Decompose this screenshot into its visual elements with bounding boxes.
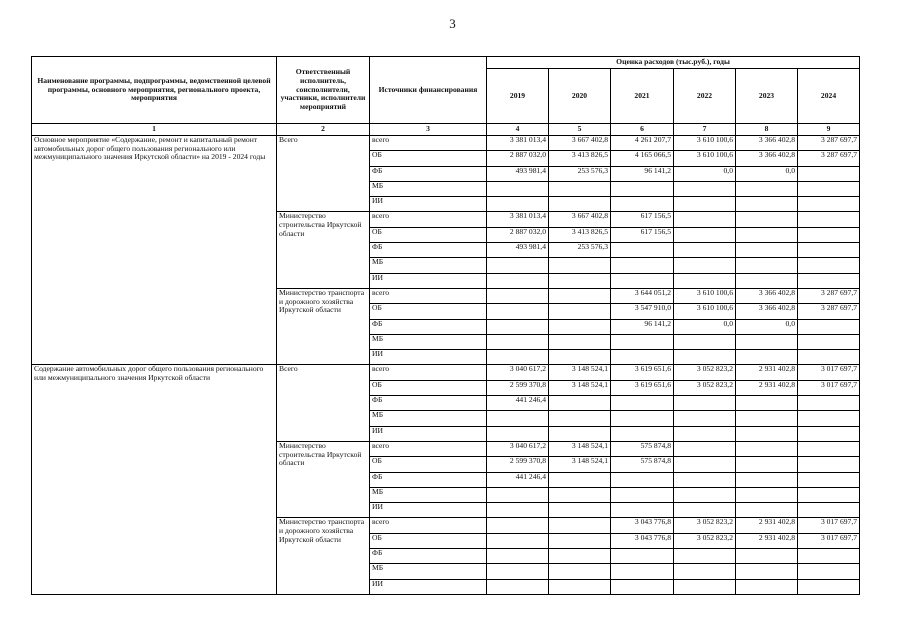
amount-cell-2020 — [549, 258, 611, 273]
amount-cell-2020: 3 413 826,5 — [549, 151, 611, 166]
amount-cell-2020 — [549, 487, 611, 502]
amount-cell-2020: 3 148 524,1 — [549, 365, 611, 380]
amount-cell-2021 — [611, 487, 674, 502]
amount-cell-2023 — [736, 457, 798, 472]
responsible-executor: Министерство строительства Иркутской области — [277, 212, 370, 288]
amount-cell-2019: 2 887 032,0 — [487, 227, 549, 242]
amount-cell-2021 — [611, 472, 674, 487]
amount-cell-2023 — [736, 579, 798, 594]
amount-cell-2020: 3 667 402,8 — [549, 136, 611, 151]
amount-cell-2022: 0,0 — [674, 319, 736, 334]
funding-source: МБ — [370, 181, 487, 196]
amount-cell-2023: 2 931 402,8 — [736, 365, 798, 380]
responsible-executor: Министерство транспорта и дорожного хозяйства Иркутской области — [277, 288, 370, 364]
amount-cell-2022 — [674, 212, 736, 227]
header-year-2020: 2020 — [549, 69, 611, 124]
amount-cell-2019 — [487, 181, 549, 196]
header-name-column: Наименование программы, подпрограммы, ведомственной целевой программы, основного мероприятия, регионального проекта, мероприятия — [32, 57, 277, 124]
amount-cell-2024 — [798, 258, 860, 273]
amount-cell-2024 — [798, 564, 860, 579]
amount-cell-2019 — [487, 533, 549, 548]
amount-cell-2021: 96 141,2 — [611, 166, 674, 181]
amount-cell-2024: 3 017 697,7 — [798, 533, 860, 548]
amount-cell-2021 — [611, 549, 674, 564]
header-sources-column: Источники финансирования — [370, 57, 487, 124]
funding-source: ИИ — [370, 579, 487, 594]
amount-cell-2019 — [487, 487, 549, 502]
amount-cell-2019: 3 381 013,4 — [487, 212, 549, 227]
amount-cell-2020 — [549, 533, 611, 548]
funding-source: МБ — [370, 411, 487, 426]
amount-cell-2024 — [798, 549, 860, 564]
amount-cell-2021: 3 619 651,6 — [611, 380, 674, 395]
amount-cell-2024 — [798, 181, 860, 196]
amount-cell-2022 — [674, 549, 736, 564]
amount-cell-2020: 3 148 524,1 — [549, 441, 611, 456]
amount-cell-2024 — [798, 411, 860, 426]
table-row — [32, 136, 860, 151]
amount-cell-2023 — [736, 243, 798, 258]
amount-cell-2020: 253 576,3 — [549, 166, 611, 181]
amount-cell-2019 — [487, 411, 549, 426]
amount-cell-2022 — [674, 258, 736, 273]
column-number-8: 8 — [736, 124, 798, 136]
amount-cell-2022 — [674, 227, 736, 242]
amount-cell-2021 — [611, 243, 674, 258]
amount-cell-2020 — [549, 426, 611, 441]
amount-cell-2023: 0,0 — [736, 166, 798, 181]
amount-cell-2023 — [736, 273, 798, 288]
amount-cell-2020 — [549, 472, 611, 487]
amount-cell-2022: 3 052 823,2 — [674, 518, 736, 533]
funding-source: ФБ — [370, 243, 487, 258]
amount-cell-2022 — [674, 503, 736, 518]
amount-cell-2021 — [611, 411, 674, 426]
funding-source: ИИ — [370, 426, 487, 441]
funding-source: всего — [370, 441, 487, 456]
funding-source: МБ — [370, 564, 487, 579]
header-year-2024: 2024 — [798, 69, 860, 124]
amount-cell-2024 — [798, 212, 860, 227]
amount-cell-2019 — [487, 273, 549, 288]
funding-source: ИИ — [370, 350, 487, 365]
amount-cell-2022 — [674, 579, 736, 594]
funding-source: ФБ — [370, 549, 487, 564]
amount-cell-2023: 3 366 402,8 — [736, 151, 798, 166]
amount-cell-2020 — [549, 334, 611, 349]
amount-cell-2021 — [611, 503, 674, 518]
amount-cell-2019 — [487, 288, 549, 303]
amount-cell-2021 — [611, 396, 674, 411]
amount-cell-2022 — [674, 350, 736, 365]
funding-source: ИИ — [370, 197, 487, 212]
amount-cell-2021 — [611, 579, 674, 594]
amount-cell-2022 — [674, 197, 736, 212]
funding-source: ИИ — [370, 273, 487, 288]
amount-cell-2022 — [674, 243, 736, 258]
amount-cell-2020 — [549, 518, 611, 533]
responsible-executor: Всего — [277, 365, 370, 441]
amount-cell-2020 — [549, 411, 611, 426]
amount-cell-2019: 2 599 370,8 — [487, 457, 549, 472]
amount-cell-2019 — [487, 503, 549, 518]
column-number-2: 2 — [277, 124, 370, 136]
amount-cell-2023 — [736, 426, 798, 441]
funding-source: всего — [370, 136, 487, 151]
amount-cell-2024 — [798, 457, 860, 472]
amount-cell-2023: 2 931 402,8 — [736, 518, 798, 533]
amount-cell-2021: 3 644 051,2 — [611, 288, 674, 303]
amount-cell-2019 — [487, 304, 549, 319]
amount-cell-2021 — [611, 426, 674, 441]
amount-cell-2019: 441 246,4 — [487, 472, 549, 487]
amount-cell-2019: 3 040 617,2 — [487, 441, 549, 456]
column-number-5: 5 — [549, 124, 611, 136]
amount-cell-2019: 3 040 617,2 — [487, 365, 549, 380]
header-year-2023: 2023 — [736, 69, 798, 124]
amount-cell-2022: 3 610 100,6 — [674, 151, 736, 166]
amount-cell-2019: 493 981,4 — [487, 243, 549, 258]
amount-cell-2024: 3 287 697,7 — [798, 151, 860, 166]
amount-cell-2021 — [611, 564, 674, 579]
column-number-4: 4 — [487, 124, 549, 136]
amount-cell-2024 — [798, 166, 860, 181]
amount-cell-2024: 3 287 697,7 — [798, 288, 860, 303]
amount-cell-2023: 2 931 402,8 — [736, 380, 798, 395]
funding-source: всего — [370, 212, 487, 227]
amount-cell-2023 — [736, 564, 798, 579]
amount-cell-2021: 617 156,5 — [611, 227, 674, 242]
amount-cell-2024: 3 287 697,7 — [798, 136, 860, 151]
amount-cell-2019: 2 599 370,8 — [487, 380, 549, 395]
amount-cell-2023 — [736, 503, 798, 518]
amount-cell-2024 — [798, 319, 860, 334]
funding-source: всего — [370, 288, 487, 303]
amount-cell-2021: 96 141,2 — [611, 319, 674, 334]
page-number: 3 — [449, 16, 456, 31]
amount-cell-2022: 0,0 — [674, 166, 736, 181]
amount-cell-2023: 3 366 402,8 — [736, 288, 798, 303]
amount-cell-2020 — [549, 181, 611, 196]
funding-source: ФБ — [370, 166, 487, 181]
amount-cell-2022 — [674, 411, 736, 426]
amount-cell-2022: 3 052 823,2 — [674, 533, 736, 548]
amount-cell-2024 — [798, 273, 860, 288]
amount-cell-2019 — [487, 197, 549, 212]
amount-cell-2021: 575 874,8 — [611, 457, 674, 472]
amount-cell-2022: 3 610 100,6 — [674, 136, 736, 151]
amount-cell-2020 — [549, 288, 611, 303]
funding-source: ОБ — [370, 151, 487, 166]
amount-cell-2023 — [736, 441, 798, 456]
funding-source: ФБ — [370, 319, 487, 334]
amount-cell-2023: 2 931 402,8 — [736, 533, 798, 548]
amount-cell-2019: 3 381 013,4 — [487, 136, 549, 151]
amount-cell-2021 — [611, 197, 674, 212]
amount-cell-2019 — [487, 350, 549, 365]
amount-cell-2024: 3 017 697,7 — [798, 365, 860, 380]
column-number-6: 6 — [611, 124, 674, 136]
funding-source: МБ — [370, 487, 487, 502]
activity-name: Содержание автомобильных дорог общего пользования регионального или межмуниципального значения Иркутской области — [32, 365, 277, 594]
amount-cell-2023: 3 366 402,8 — [736, 136, 798, 151]
amount-cell-2023 — [736, 227, 798, 242]
amount-cell-2023 — [736, 472, 798, 487]
amount-cell-2021: 617 156,5 — [611, 212, 674, 227]
funding-source: ОБ — [370, 533, 487, 548]
amount-cell-2019 — [487, 564, 549, 579]
amount-cell-2022 — [674, 396, 736, 411]
amount-cell-2024 — [798, 334, 860, 349]
amount-cell-2020 — [549, 304, 611, 319]
amount-cell-2020 — [549, 579, 611, 594]
column-number-1: 1 — [32, 124, 277, 136]
amount-cell-2022: 3 610 100,6 — [674, 288, 736, 303]
header-year-2021: 2021 — [611, 69, 674, 124]
amount-cell-2021 — [611, 334, 674, 349]
amount-cell-2023: 0,0 — [736, 319, 798, 334]
amount-cell-2019 — [487, 518, 549, 533]
amount-cell-2020 — [549, 273, 611, 288]
amount-cell-2019: 493 981,4 — [487, 166, 549, 181]
amount-cell-2024 — [798, 243, 860, 258]
table-row — [32, 365, 860, 380]
amount-cell-2024: 3 017 697,7 — [798, 380, 860, 395]
amount-cell-2021: 3 043 776,8 — [611, 533, 674, 548]
funding-source: МБ — [370, 258, 487, 273]
amount-cell-2020 — [549, 549, 611, 564]
funding-source: ОБ — [370, 380, 487, 395]
amount-cell-2023 — [736, 181, 798, 196]
amount-cell-2023 — [736, 258, 798, 273]
amount-cell-2024 — [798, 503, 860, 518]
header-responsible-column: Ответственный исполнитель, соисполнители, участники, исполнители мероприятий — [277, 57, 370, 124]
amount-cell-2022 — [674, 564, 736, 579]
amount-cell-2023 — [736, 197, 798, 212]
amount-cell-2020 — [549, 319, 611, 334]
budget-table — [31, 56, 860, 595]
amount-cell-2020: 3 667 402,8 — [549, 212, 611, 227]
amount-cell-2022 — [674, 441, 736, 456]
amount-cell-2021: 3 619 651,6 — [611, 365, 674, 380]
column-number-3: 3 — [370, 124, 487, 136]
funding-source: ОБ — [370, 227, 487, 242]
amount-cell-2019 — [487, 258, 549, 273]
amount-cell-2024: 3 017 697,7 — [798, 518, 860, 533]
amount-cell-2021: 4 261 207,7 — [611, 136, 674, 151]
amount-cell-2022 — [674, 426, 736, 441]
header-year-2019: 2019 — [487, 69, 549, 124]
amount-cell-2020: 3 148 524,1 — [549, 457, 611, 472]
funding-source: ИИ — [370, 503, 487, 518]
amount-cell-2023 — [736, 350, 798, 365]
amount-cell-2023 — [736, 549, 798, 564]
responsible-executor: Министерство транспорта и дорожного хозяйства Иркутской области — [277, 518, 370, 594]
funding-source: ОБ — [370, 457, 487, 472]
column-number-9: 9 — [798, 124, 860, 136]
amount-cell-2019: 441 246,4 — [487, 396, 549, 411]
amount-cell-2020: 3 148 524,1 — [549, 380, 611, 395]
funding-source: ФБ — [370, 472, 487, 487]
amount-cell-2020 — [549, 350, 611, 365]
funding-source: всего — [370, 518, 487, 533]
amount-cell-2021: 3 043 776,8 — [611, 518, 674, 533]
amount-cell-2019: 2 887 032,0 — [487, 151, 549, 166]
funding-source: всего — [370, 365, 487, 380]
amount-cell-2024 — [798, 227, 860, 242]
responsible-executor: Всего — [277, 136, 370, 212]
amount-cell-2024 — [798, 350, 860, 365]
amount-cell-2022 — [674, 181, 736, 196]
amount-cell-2023 — [736, 411, 798, 426]
amount-cell-2019 — [487, 426, 549, 441]
amount-cell-2021: 3 547 910,0 — [611, 304, 674, 319]
amount-cell-2021 — [611, 273, 674, 288]
amount-cell-2021 — [611, 350, 674, 365]
amount-cell-2020: 253 576,3 — [549, 243, 611, 258]
amount-cell-2021: 575 874,8 — [611, 441, 674, 456]
amount-cell-2022 — [674, 334, 736, 349]
amount-cell-2019 — [487, 319, 549, 334]
column-number-7: 7 — [674, 124, 736, 136]
amount-cell-2024 — [798, 472, 860, 487]
amount-cell-2022: 3 052 823,2 — [674, 365, 736, 380]
header-year-2022: 2022 — [674, 69, 736, 124]
activity-name: Основное мероприятие «Содержание, ремонт и капитальный ремонт автомобильных дорог общего пользования регионального или межмуниципального значения Иркутской области» на 2019 - 2024 годы — [32, 136, 277, 365]
amount-cell-2021: 4 165 066,5 — [611, 151, 674, 166]
amount-cell-2023 — [736, 212, 798, 227]
amount-cell-2019 — [487, 579, 549, 594]
amount-cell-2020 — [549, 564, 611, 579]
amount-cell-2022 — [674, 472, 736, 487]
amount-cell-2019 — [487, 334, 549, 349]
amount-cell-2024 — [798, 396, 860, 411]
amount-cell-2019 — [487, 549, 549, 564]
amount-cell-2023 — [736, 334, 798, 349]
amount-cell-2023 — [736, 396, 798, 411]
amount-cell-2020: 3 413 826,5 — [549, 227, 611, 242]
amount-cell-2024 — [798, 441, 860, 456]
amount-cell-2022 — [674, 273, 736, 288]
responsible-executor: Министерство строительства Иркутской области — [277, 441, 370, 517]
funding-source: ОБ — [370, 304, 487, 319]
amount-cell-2020 — [549, 503, 611, 518]
amount-cell-2022: 3 610 100,6 — [674, 304, 736, 319]
amount-cell-2022 — [674, 457, 736, 472]
funding-source: ФБ — [370, 396, 487, 411]
amount-cell-2023 — [736, 487, 798, 502]
funding-source: МБ — [370, 334, 487, 349]
amount-cell-2023: 3 366 402,8 — [736, 304, 798, 319]
amount-cell-2022 — [674, 487, 736, 502]
amount-cell-2020 — [549, 197, 611, 212]
header-estimate-column: Оценка расходов (тыс.руб.), годы — [487, 57, 860, 69]
amount-cell-2024 — [798, 487, 860, 502]
amount-cell-2021 — [611, 181, 674, 196]
amount-cell-2024: 3 287 697,7 — [798, 304, 860, 319]
amount-cell-2022: 3 052 823,2 — [674, 380, 736, 395]
amount-cell-2024 — [798, 197, 860, 212]
amount-cell-2024 — [798, 579, 860, 594]
amount-cell-2024 — [798, 426, 860, 441]
amount-cell-2021 — [611, 258, 674, 273]
amount-cell-2020 — [549, 396, 611, 411]
